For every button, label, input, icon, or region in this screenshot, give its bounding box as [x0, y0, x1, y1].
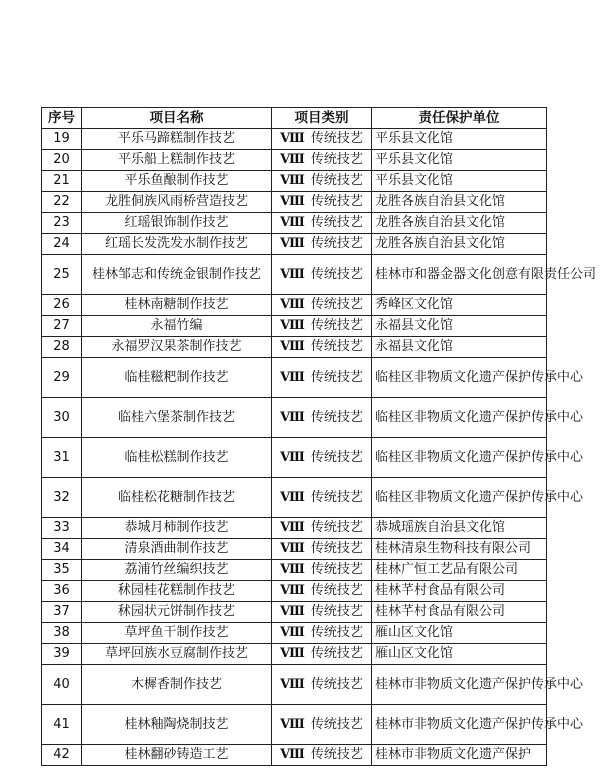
table-row	[42, 150, 547, 171]
category-code: Ⅷ	[280, 646, 305, 661]
table-row	[42, 358, 547, 398]
project-name: 平乐船上糕制作技艺	[82, 150, 272, 171]
project-name: 永福竹编	[82, 316, 272, 337]
category-code: Ⅷ	[280, 297, 305, 312]
row-number: 24	[42, 234, 82, 255]
category-label: 传统技艺	[310, 676, 363, 692]
table-row	[42, 192, 547, 213]
category-label: 传统技艺	[310, 625, 363, 640]
category-code: Ⅷ	[280, 625, 305, 640]
category-code: Ⅷ	[280, 562, 305, 577]
category-code: Ⅷ	[280, 215, 305, 230]
table-row	[42, 295, 547, 316]
table-row	[42, 316, 547, 337]
project-name: 临桂六堡茶制作技艺	[82, 398, 272, 438]
category-label: 传统技艺	[310, 520, 363, 535]
project-category	[272, 398, 372, 438]
category-label: 传统技艺	[310, 318, 363, 333]
category-label: 传统技艺	[310, 489, 363, 505]
project-name: 桂林釉陶烧制技艺	[82, 705, 272, 745]
responsible-unit: 临桂区非物质文化遗产保护传承中心	[372, 478, 547, 518]
row-number: 41	[42, 705, 82, 745]
project-name: 临桂糍粑制作技艺	[82, 358, 272, 398]
row-number: 30	[42, 398, 82, 438]
responsible-unit: 桂林市和器金器文化创意有限责任公司	[372, 255, 547, 295]
row-number: 31	[42, 438, 82, 478]
category-code: Ⅷ	[280, 194, 305, 209]
project-name: 红瑶长发洗发水制作技艺	[82, 234, 272, 255]
project-name: 桂林南糖制作技艺	[82, 295, 272, 316]
table-row	[42, 129, 547, 150]
responsible-unit: 临桂区非物质文化遗产保护传承中心	[372, 358, 547, 398]
responsible-unit: 雁山区文化馆	[372, 644, 547, 665]
row-number: 39	[42, 644, 82, 665]
category-code: Ⅷ	[280, 747, 305, 762]
category-code: Ⅷ	[280, 449, 305, 465]
table-row	[42, 438, 547, 478]
row-number: 34	[42, 539, 82, 560]
responsible-unit: 雁山区文化馆	[372, 623, 547, 644]
project-name: 临桂松花糖制作技艺	[82, 478, 272, 518]
table-header-row	[42, 108, 547, 129]
project-category	[272, 581, 372, 602]
row-number: 25	[42, 255, 82, 295]
project-category	[272, 234, 372, 255]
category-code: Ⅷ	[280, 173, 305, 188]
project-category	[272, 623, 372, 644]
category-label: 传统技艺	[310, 583, 363, 598]
project-category	[272, 316, 372, 337]
table-row	[42, 478, 547, 518]
responsible-unit: 龙胜各族自治县文化馆	[372, 234, 547, 255]
project-category	[272, 129, 372, 150]
responsible-unit: 桂林广恒工艺品有限公司	[372, 560, 547, 581]
category-code: Ⅷ	[280, 131, 305, 146]
category-label: 传统技艺	[310, 716, 363, 732]
category-code: Ⅷ	[280, 583, 305, 598]
table-row	[42, 337, 547, 358]
project-category	[272, 438, 372, 478]
category-label: 传统技艺	[310, 562, 363, 577]
category-label: 传统技艺	[310, 236, 363, 251]
project-category	[272, 295, 372, 316]
project-name: 木樨香制作技艺	[82, 665, 272, 705]
category-code: Ⅷ	[280, 152, 305, 167]
project-category	[272, 602, 372, 623]
responsible-unit: 桂林市非物质文化遗产保护传承中心	[372, 665, 547, 705]
category-code: Ⅷ	[280, 369, 305, 385]
category-label: 传统技艺	[310, 152, 363, 167]
category-code: Ⅷ	[280, 716, 305, 732]
responsible-unit: 桂林清泉生物科技有限公司	[372, 539, 547, 560]
responsible-unit: 平乐县文化馆	[372, 171, 547, 192]
header-name: 项目名称	[82, 108, 272, 129]
row-number: 35	[42, 560, 82, 581]
project-category	[272, 745, 372, 766]
category-label: 传统技艺	[310, 604, 363, 619]
category-label: 传统技艺	[310, 646, 363, 661]
table-row	[42, 234, 547, 255]
project-name: 平乐鱼酿制作技艺	[82, 171, 272, 192]
project-category	[272, 705, 372, 745]
header-category: 项目类别	[272, 108, 372, 129]
table-row	[42, 560, 547, 581]
row-number: 40	[42, 665, 82, 705]
project-name: 清泉酒曲制作技艺	[82, 539, 272, 560]
responsible-unit: 平乐县文化馆	[372, 150, 547, 171]
category-label: 传统技艺	[310, 369, 363, 385]
header-unit: 责任保护单位	[372, 108, 547, 129]
category-label: 传统技艺	[310, 194, 363, 209]
row-number: 19	[42, 129, 82, 150]
responsible-unit: 桂林芊村食品有限公司	[372, 602, 547, 623]
responsible-unit: 桂林市非物质文化遗产保护传承中心	[372, 705, 547, 745]
table-row	[42, 644, 547, 665]
responsible-unit: 永福县文化馆	[372, 316, 547, 337]
row-number: 32	[42, 478, 82, 518]
project-category	[272, 358, 372, 398]
project-name: 草坪回族水豆腐制作技艺	[82, 644, 272, 665]
category-code: Ⅷ	[280, 520, 305, 535]
category-code: Ⅷ	[280, 541, 305, 556]
row-number: 23	[42, 213, 82, 234]
project-name: 永福罗汉果茶制作技艺	[82, 337, 272, 358]
responsible-unit: 龙胜各族自治县文化馆	[372, 213, 547, 234]
category-label: 传统技艺	[310, 215, 363, 230]
category-code: Ⅷ	[280, 604, 305, 619]
project-name: 红瑶银饰制作技艺	[82, 213, 272, 234]
table-body	[42, 129, 597, 766]
table-row	[42, 171, 547, 192]
table-row	[42, 745, 547, 766]
header-no: 序号	[42, 108, 82, 129]
table-row	[42, 665, 547, 705]
row-number: 33	[42, 518, 82, 539]
table-row	[42, 213, 547, 234]
row-number: 22	[42, 192, 82, 213]
responsible-unit: 临桂区非物质文化遗产保护传承中心	[372, 398, 547, 438]
project-category	[272, 539, 372, 560]
project-category	[272, 518, 372, 539]
responsible-unit: 平乐县文化馆	[372, 129, 547, 150]
project-category	[272, 192, 372, 213]
project-category	[272, 213, 372, 234]
project-category	[272, 337, 372, 358]
category-code: Ⅷ	[280, 318, 305, 333]
category-label: 传统技艺	[310, 449, 363, 465]
table-row	[42, 398, 547, 438]
responsible-unit: 桂林芊村食品有限公司	[372, 581, 547, 602]
responsible-unit: 恭城瑶族自治县文化馆	[372, 518, 547, 539]
table-row	[42, 255, 547, 295]
responsible-unit: 永福县文化馆	[372, 337, 547, 358]
project-name: 秫园状元饼制作技艺	[82, 602, 272, 623]
category-label: 传统技艺	[310, 541, 363, 556]
category-label: 传统技艺	[310, 173, 363, 188]
row-number: 28	[42, 337, 82, 358]
project-name: 龙胜侗族风雨桥营造技艺	[82, 192, 272, 213]
project-category	[272, 665, 372, 705]
table-row	[42, 581, 547, 602]
table-row	[42, 602, 547, 623]
row-number: 42	[42, 745, 82, 766]
category-code: Ⅷ	[280, 339, 305, 354]
row-number: 21	[42, 171, 82, 192]
responsible-unit: 桂林市非物质文化遗产保护	[372, 745, 547, 766]
category-label: 传统技艺	[310, 747, 363, 762]
category-label: 传统技艺	[310, 297, 363, 312]
project-name: 临桂松糕制作技艺	[82, 438, 272, 478]
row-number: 20	[42, 150, 82, 171]
responsible-unit: 临桂区非物质文化遗产保护传承中心	[372, 438, 547, 478]
project-name: 平乐马蹄糕制作技艺	[82, 129, 272, 150]
category-label: 传统技艺	[310, 409, 363, 425]
table-row	[42, 623, 547, 644]
responsible-unit: 龙胜各族自治县文化馆	[372, 192, 547, 213]
project-name: 桂林翻砂铸造工艺	[82, 745, 272, 766]
row-number: 37	[42, 602, 82, 623]
category-code: Ⅷ	[280, 409, 305, 425]
category-label: 传统技艺	[310, 339, 363, 354]
category-label: 传统技艺	[310, 266, 363, 282]
row-number: 29	[42, 358, 82, 398]
project-name: 桂林邹志和传统金银制作技艺	[82, 255, 272, 295]
table-row	[42, 518, 547, 539]
table-row	[42, 705, 547, 745]
category-label: 传统技艺	[310, 131, 363, 146]
project-category	[272, 171, 372, 192]
category-code: Ⅷ	[280, 676, 305, 692]
category-code: Ⅷ	[280, 489, 305, 505]
project-name: 草坪鱼干制作技艺	[82, 623, 272, 644]
table-row	[42, 539, 547, 560]
row-number: 36	[42, 581, 82, 602]
row-number: 27	[42, 316, 82, 337]
project-category	[272, 644, 372, 665]
heritage-table	[41, 107, 597, 766]
category-code: Ⅷ	[280, 236, 305, 251]
project-category	[272, 255, 372, 295]
responsible-unit: 秀峰区文化馆	[372, 295, 547, 316]
project-name: 荔浦竹丝编织技艺	[82, 560, 272, 581]
project-category	[272, 478, 372, 518]
project-category	[272, 560, 372, 581]
project-name: 秫园桂花糕制作技艺	[82, 581, 272, 602]
project-name: 恭城月柿制作技艺	[82, 518, 272, 539]
row-number: 26	[42, 295, 82, 316]
category-code: Ⅷ	[280, 266, 305, 282]
row-number: 38	[42, 623, 82, 644]
project-category	[272, 150, 372, 171]
